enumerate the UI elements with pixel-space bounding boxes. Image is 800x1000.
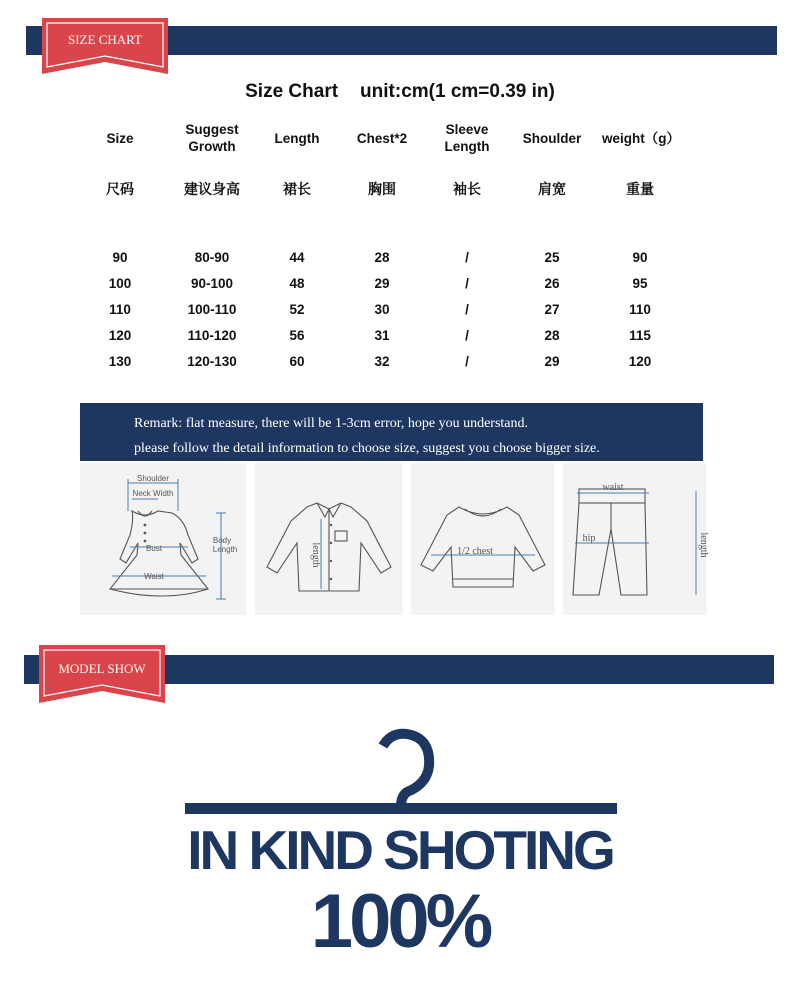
remark-line-1: Remark: flat measure, there will be 1-3cm error, hope you understand. [134,416,529,431]
sweater-chest-label: 1/2 chest [457,546,493,557]
table-cell: 120 [628,353,652,369]
dress-body-label: Body [212,536,232,545]
table-header-cell-cn: 建议身高 [184,181,240,197]
table-cell: 100-110 [187,301,237,317]
table-cell: / [465,327,469,343]
size-table [78,118,678,374]
pants-diagram-icon [563,463,707,615]
size-chart-ribbon-label: SIZE CHART [68,32,142,47]
table-cell: 28 [544,327,560,343]
table-cell: 115 [629,327,651,343]
table-cell: 110 [109,301,131,317]
shirt-length-label: length [310,542,321,568]
size-chart-title-line [0,81,800,103]
table-header-cell-cn: 裙长 [283,181,311,197]
table-cell: 26 [544,275,560,291]
table-header-cell-cn: 肩宽 [538,181,566,197]
in-kind-headline: IN KIND SHOTING [187,819,613,881]
table-row [78,348,678,374]
table-cell: 25 [544,249,560,265]
measurement-diagrams [80,463,707,615]
shirt-diagram-icon [255,463,403,615]
table-row [78,322,678,348]
table-cell: 52 [289,301,305,317]
table-header-row-en [78,118,678,158]
table-cell: / [465,353,469,369]
table-cell: 120 [108,327,132,343]
table-cell: 90 [632,249,648,265]
table-cell: 31 [374,327,390,343]
dress-waist-label: Waist [144,572,164,581]
table-cell: 28 [374,249,390,265]
table-cell: 120-130 [187,353,237,369]
table-cell: 95 [632,275,648,291]
table-header-cell: weight（g） [602,130,680,146]
table-cell: 56 [289,327,305,343]
dress-length-label: Length [212,545,238,554]
dress-bust-label: Bust [145,544,163,553]
table-header-row-cn [78,158,678,210]
sweater-diagram [411,463,555,615]
model-show-ribbon-label: MODEL SHOW [58,661,146,676]
percent-text: 100% [310,879,490,964]
table-cell: 80-90 [194,249,230,265]
pants-length-label: length [698,532,709,558]
hanger-icon [185,728,617,823]
table-cell: 27 [544,301,560,317]
size-chart-title: Size Chart [245,81,339,102]
table-spacer-row [78,210,678,244]
dress-neck-label: Neck Width [132,489,174,498]
remark-banner [80,403,703,461]
table-header-cell: Size [106,130,134,146]
table-cell: / [465,275,469,291]
dress-diagram [80,463,246,615]
dress-shoulder-label: Shoulder [136,474,170,483]
model-show-ribbon [39,645,165,708]
table-cell: 100 [108,275,132,291]
pants-hip-label: hip [582,533,596,544]
table-cell: 32 [374,353,390,369]
pants-diagram [563,463,707,615]
table-cell: 44 [289,249,305,265]
table-header-cell: Length [274,130,320,146]
table-cell: / [465,301,469,317]
table-row [78,244,678,270]
table-cell: 90-100 [190,275,234,291]
sweater-diagram-icon [411,463,555,615]
table-cell: 29 [374,275,390,291]
size-chart-ribbon [42,18,168,79]
table-header-cell-cn: 袖长 [453,181,481,197]
table-header-cell: Suggest Growth [185,122,239,154]
dress-diagram-icon [80,463,246,615]
table-cell: 29 [544,353,560,369]
table-cell: 90 [112,249,128,265]
table-cell: 30 [374,301,390,317]
table-cell: 110-120 [187,327,237,343]
table-row [78,270,678,296]
table-header-cell: Sleeve Length [444,122,490,154]
pants-waist-label: waist [602,482,624,493]
table-row [78,296,678,322]
shirt-diagram [255,463,403,615]
table-header-cell-cn: 胸围 [368,181,396,197]
table-header-cell-cn: 重量 [626,181,654,197]
table-cell: / [465,249,469,265]
table-cell: 110 [629,301,651,317]
table-header-cell: Shoulder [522,130,582,146]
remark-line-2: please follow the detail information to choose size, suggest you choose bigger size. [134,441,600,456]
size-chart-unit: unit:cm(1 cm=0.39 in) [360,81,555,102]
table-header-cell: Chest*2 [356,130,408,146]
table-header-cell-cn: 尺码 [106,181,134,197]
table-cell: 60 [289,353,305,369]
table-cell: 130 [108,353,132,369]
table-cell: 48 [289,275,305,291]
